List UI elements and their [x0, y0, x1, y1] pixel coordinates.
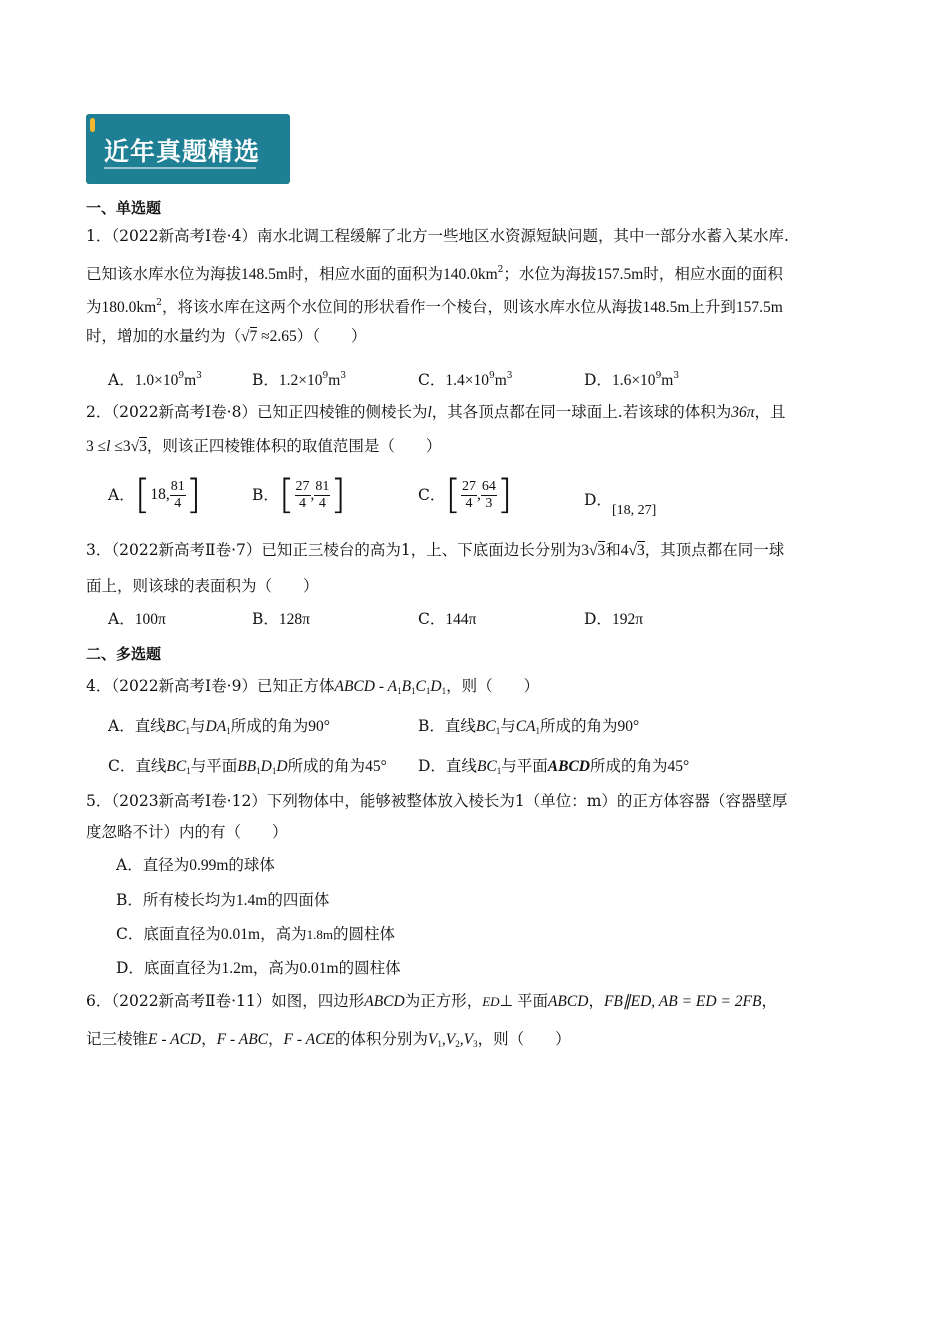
- q1-line-2: 已知该水库水位为海拔148.5m时，相应水面的面积为$140.0km^2$；水位为海拔157.5m时，相应水面的面积: [86, 265, 783, 283]
- banner-underline: [104, 167, 256, 169]
- q4-option-a[interactable]: A．直线$BC_1$与$DA_1$所成的角为90°: [108, 717, 330, 736]
- q2-option-a[interactable]: A．[18, $\frac{81}{4}$ ]: [108, 472, 202, 518]
- q5-option-c[interactable]: C．底面直径为0.01m，高为1.8m的圆柱体: [116, 925, 395, 943]
- q1-option-b[interactable]: B．$1.2\times 10^9m^3$: [252, 371, 347, 389]
- q3-line-1: 3．（2022新高考Ⅱ卷·7）已知正三棱台的高为1，上、下底面边长分别为3√3和4√3，其顶点都在同一球: [86, 541, 785, 559]
- q5-option-a[interactable]: A．直径为0.99m的球体: [116, 856, 275, 874]
- q2-option-d-value: [18, 27]: [612, 503, 657, 518]
- q3-option-d[interactable]: D．192π: [584, 610, 644, 628]
- q4-option-b[interactable]: B．直线$BC_1$与$CA_1$所成的角为90°: [418, 717, 640, 736]
- q1-line-1: 1．（2022新高考Ⅰ卷·4）南水北调工程缓解了北方一些地区水资源短缺问题，其中一部分水蓄入某水库.: [86, 227, 789, 245]
- q5-line-2: 度忽略不计）内的有（ ）: [86, 823, 288, 841]
- banner-tab-marker: [90, 118, 95, 132]
- section-banner: [86, 114, 290, 184]
- q1-line-3: 为$180.0km^2$，将该水库在这两个水位间的形状看作一个棱台，则该水库水位从海拔148.5m上升到157.5m: [86, 298, 783, 316]
- banner-title: 近年真题精选: [104, 137, 261, 166]
- q4-option-d[interactable]: D．直线$BC_1$与平面ABCD所成的角为45°: [418, 757, 690, 776]
- q3-option-a[interactable]: A．100π: [108, 610, 166, 628]
- q4-line-1: 4．（2022新高考Ⅰ卷·9）已知正方体ABCD - $A_1B_1C_1D_1$，则（ ）: [86, 677, 540, 696]
- section-heading-multi: 二、多选题: [86, 645, 162, 663]
- q2-line-1: 2．（2022新高考Ⅰ卷·8）已知正四棱锥的侧棱长为l，其各顶点都在同一球面上.若该球的体积为36π，且: [86, 403, 786, 421]
- q5-line-1: 5．（2023新高考Ⅰ卷·12）下列物体中，能够被整体放入棱长为1（单位：m）的正方体容器（容器壁厚: [86, 792, 788, 810]
- q1-line-4: 时，增加的水量约为（√7 ≈2.65）（ ）: [86, 327, 367, 345]
- q3-option-b[interactable]: B．128π: [252, 610, 310, 628]
- q1-option-c[interactable]: C．$1.4\times 10^9m^3$: [418, 371, 513, 389]
- q5-option-d[interactable]: D．底面直径为1.2m，高为0.01m的圆柱体: [116, 959, 401, 977]
- section-heading-single: 一、单选题: [86, 199, 162, 217]
- q3-line-2: 面上，则该球的表面积为（ ）: [86, 577, 319, 595]
- q3-option-c[interactable]: C．144π: [418, 610, 477, 628]
- q2-option-d[interactable]: D．: [584, 491, 612, 509]
- q2-option-c[interactable]: C．[ $\frac{27}{4}$ , $\frac{64}{3}$ ]: [418, 472, 513, 518]
- q1-option-d[interactable]: D．$1.6\times 10^9m^3$: [584, 371, 680, 389]
- q6-line-2: 记三棱锥E - ACD，F - ABC，F - ACE的体积分别为$V_1,V_2,V_3$，则（ ）: [86, 1030, 571, 1049]
- q2-option-b[interactable]: B．[ $\frac{27}{4}$ , $\frac{81}{4}$ ]: [252, 472, 346, 518]
- q1-option-a[interactable]: A．$1.0\times 10^9m^3$: [108, 371, 202, 389]
- q4-option-c[interactable]: C．直线$BC_1$与平面$BB_1D_1D$所成的角为45°: [108, 757, 387, 776]
- q2-line-2: 3 ≤l ≤3√3，则该正四棱锥体积的取值范围是（ ）: [86, 437, 442, 455]
- q6-line-1: 6．（2022新高考Ⅱ卷·11）如图，四边形ABCD为正方形，ED⊥ 平面ABCD，FB∥ED, AB = ED = 2FB，: [86, 992, 777, 1010]
- q5-option-b[interactable]: B．所有棱长均为1.4m的四面体: [116, 891, 330, 909]
